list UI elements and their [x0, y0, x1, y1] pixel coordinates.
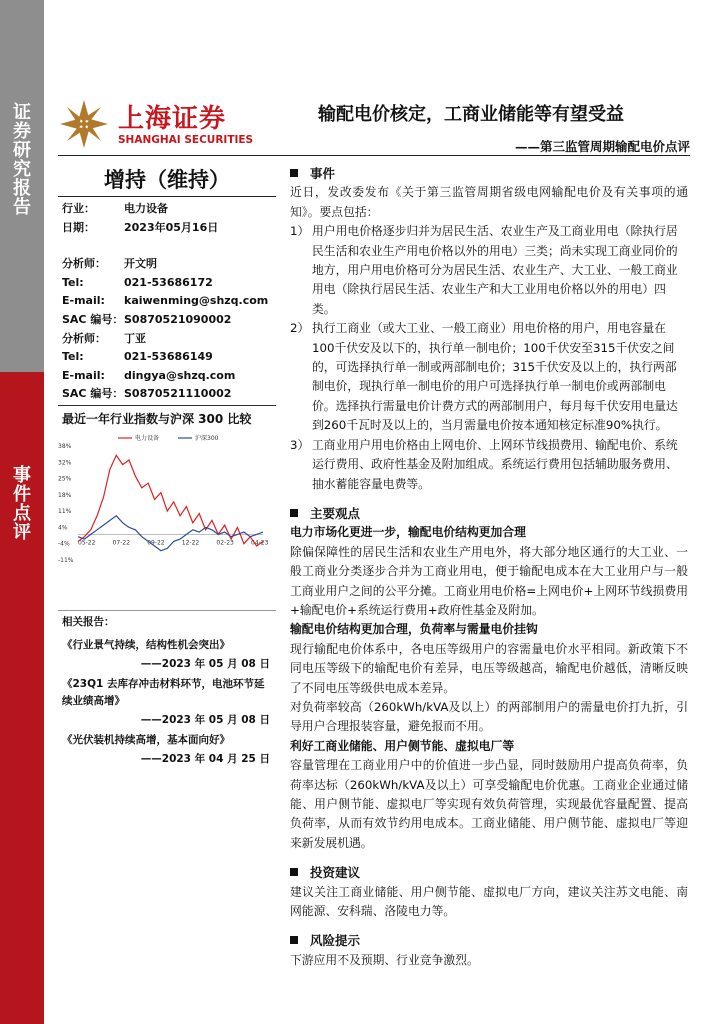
section-heading-advice: 投资建议 [290, 863, 688, 882]
list-item: 2） 执行工商业（或大工业、一般工商业）用电价格的用户，用电容量在100千伏安及以下的，执行单一制电价；100千伏安至315千伏安之间的，可选择执行单一制或两部制电价；315千伏安及以上的，执行两部制电价，现执行单一制电价的用户可选择执行单一制电价或两部制电价。选择执行需量电价计费方式的两部制用户，每月每千伏安用电量达到260千瓦时及以上的，当月需量电价按本通知核定标准90%执行。 [290, 321, 678, 433]
industry-label: 行业： [62, 202, 95, 215]
paragraph: 对负荷率较高（260kWh/kVA及以上）的两部制用户的需量电价打九折，引导用户合理报装容量，避免报而不用。 [290, 699, 688, 734]
subheading: 电力市场化更进一步，输配电价结构更加合理 [290, 525, 526, 540]
date-value: 2023年05月16日 [124, 220, 219, 234]
y-tick-label: -11% [58, 557, 74, 564]
x-tick-label: 02-23 [216, 539, 234, 547]
analyst-email: dingya@shzq.com [124, 368, 236, 382]
analyst-name: 丁亚 [124, 331, 146, 345]
paragraph: 建议关注工商业储能、用户侧节能、虚拟电厂方向，建议关注苏文电能、南网能源、安科瑞、洛陵电力等。 [290, 884, 688, 919]
list-item: 3） 工商业用户用电价格由上网电价、上网环节线损费用、输配电价、系统运行费用、政府性基金及附加组成。系统运行费用包括辅助服务费用、抽水蓄能容量电费等。 [290, 437, 678, 491]
paragraph: 现行输配电价体系中，各电压等级用户的容需量电价水平相同。新政策下不同电压等级下的输配电价有差异，电压等级越高，输配电价越低，清晰反映了不同电压等级供电成本差异。 [290, 641, 688, 695]
sidebar-report-type [0, 0, 44, 372]
section-heading-views: 主要观点 [290, 504, 688, 523]
sac-label: SAC 编号： [62, 312, 124, 326]
related-report-date: ——2023 年 05 月 08 日 [140, 658, 270, 670]
x-tick-label: 04-23 [251, 539, 268, 547]
bullet-square-icon [290, 509, 298, 517]
chart-divider [58, 405, 276, 406]
section-heading-event: 事件 [290, 164, 688, 183]
analyst-label: 分析师： [62, 257, 106, 271]
y-tick-label: 18% [58, 491, 72, 499]
list-item: 1） 用户用电价格逐步归并为居民生活、农业生产及工商业用电（除执行居民生活和农业生产用电价格以外的用电）三类；尚未实现工商业同价的地方，用户用电价格可分为居民生活、农业生产、大工业、一般工商业用电（除执行居民生活、农业生产和大工业用电价格以外的用电）四类。 [290, 224, 678, 316]
related-report-title[interactable]: 《行业景气持续，结构性机会突出》 [62, 639, 230, 651]
sidebar-bottom-label: 事 件 点 评 [13, 465, 31, 543]
header-divider [58, 155, 690, 156]
logo-emblem-icon [56, 96, 112, 152]
x-tick-label: 09-22 [147, 539, 165, 547]
x-tick-label: 07-22 [112, 539, 131, 547]
subheading: 输配电价结构更加合理，负荷率与需量电价挂钩 [290, 622, 538, 637]
sac-label: SAC 编号： [62, 387, 124, 401]
related-divider [58, 610, 276, 611]
bullet-square-icon [290, 936, 298, 944]
report-subtitle: ——第三监管周期输配电价点评 [514, 139, 690, 154]
report-title: 输配电价核定，工商业储能等有望受益 [318, 104, 624, 125]
related-label: 相关报告： [62, 616, 115, 628]
analyst-tel: 021-53686149 [124, 350, 213, 364]
x-tick-label: 05-22 [78, 539, 96, 547]
x-tick-label: 12-22 [181, 539, 200, 547]
tel-label: Tel: [62, 350, 84, 364]
y-tick-label: 38% [58, 443, 72, 450]
analyst-name: 开文明 [124, 257, 157, 271]
index-comparison-chart [58, 432, 268, 582]
rating: 增持（维持） [104, 168, 230, 192]
logo-text-cn: 上海证券 [118, 104, 227, 134]
bullet-square-icon [290, 169, 298, 177]
date-label: 日期： [62, 220, 95, 234]
related-report-title[interactable]: 《23Q1 去库存冲击材料环节，电池环节延续业绩高增》 [62, 678, 265, 707]
analyst-email: kaiwenming@shzq.com [124, 294, 269, 308]
related-report-title[interactable]: 《光伏装机持续高增，基本面向好》 [62, 734, 230, 746]
paragraph: 下游应用不及预期、行业竞争激烈。 [290, 952, 479, 967]
analyst-label: 分析师： [62, 331, 106, 345]
related-report-date: ——2023 年 05 月 08 日 [140, 714, 270, 726]
tel-label: Tel: [62, 275, 84, 289]
series-line-2 [78, 516, 263, 551]
analyst-tel: 021-53686172 [124, 275, 213, 289]
sidebar-top-label: 证 券 研 究 报 告 [13, 102, 31, 218]
related-report-date: ——2023 年 04 月 25 日 [140, 753, 270, 765]
y-tick-label: 4% [58, 524, 68, 532]
y-tick-label: 11% [58, 508, 72, 516]
subheading: 利好工商业储能、用户侧节能、虚拟电厂等 [290, 738, 515, 753]
chart-title: 最近一年行业指数与沪深 300 比较 [62, 412, 252, 426]
industry-value: 电力设备 [124, 202, 168, 215]
analyst-sac: S0870521090002 [124, 312, 232, 326]
company-logo [56, 96, 256, 152]
logo-text-en: SHANGHAI SECURITIES [118, 134, 254, 146]
paragraph: 容量管理在工商业用户中的价值进一步凸显，同时鼓励用户提高负荷率，负荷率达标（260kWh/kVA及以上）可享受输配电价优惠。工商业企业通过储能、用户侧节能、虚拟电厂等实现有效负荷管理，实现最优容量配置、提高负荷率，从而有效节约用电成本。工商业储能、用户侧节能、虚拟电厂等迎来新发展机遇。 [290, 758, 688, 850]
report-body [290, 160, 688, 970]
y-tick-label: 25% [58, 475, 72, 483]
related-reports [62, 614, 270, 771]
email-label: E-mail: [62, 368, 105, 382]
analyst-sac: S0870521110002 [124, 387, 232, 401]
section-heading-risk: 风险提示 [290, 931, 688, 950]
report-info [62, 200, 274, 404]
y-tick-label: 32% [58, 459, 72, 467]
sidebar-event-type [0, 372, 44, 1024]
y-tick-label: -4% [58, 540, 70, 548]
rating-divider [58, 196, 276, 197]
event-intro: 近日，发改委发布《关于第三监管周期省级电网输配电价及有关事项的通知》。要点包括： [290, 185, 688, 219]
email-label: E-mail: [62, 294, 105, 308]
series-line-1 [78, 455, 263, 546]
legend-label: 沪深300 [195, 435, 219, 442]
bullet-square-icon [290, 868, 298, 876]
legend-label: 电力设备 [135, 435, 160, 442]
paragraph: 除偏保障性的居民生活和农业生产用电外，将大部分地区通行的大工业、一般工商业分类逐步合并为工商业用电，便于输配电成本在大工业用户与一般工商业用户之间的公平分摊。工商业用电价格=上网电价+上网环节线损费用+输配电价+系统运行费用+政府性基金及附加。 [290, 544, 688, 617]
